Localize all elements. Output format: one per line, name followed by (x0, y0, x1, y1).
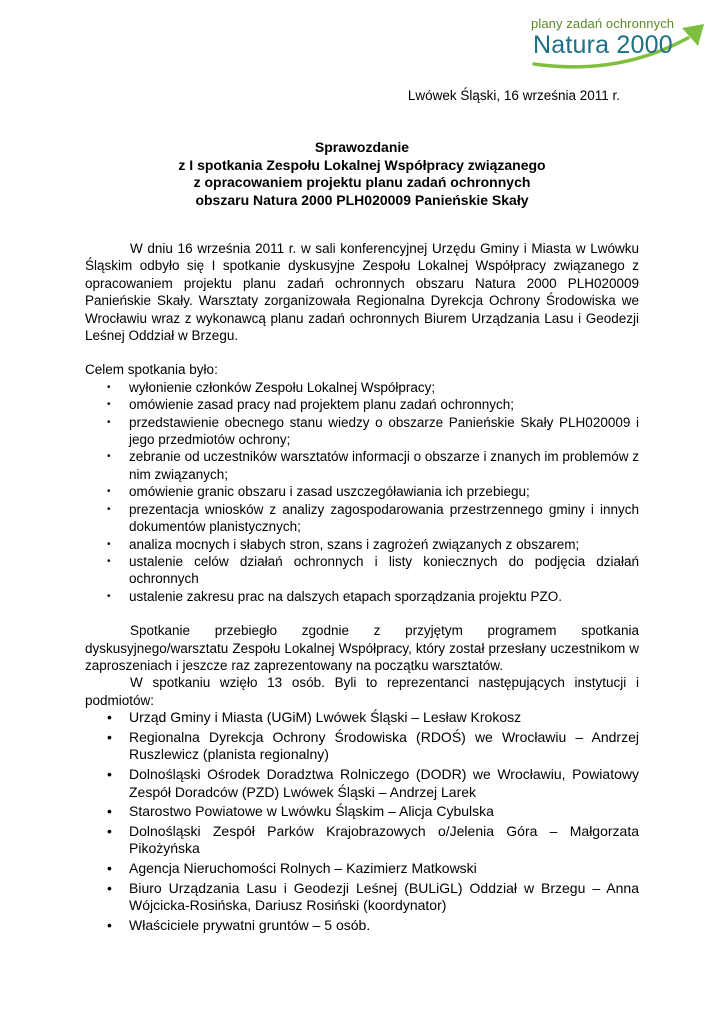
goals-list (85, 379, 639, 605)
list-item: • Regionalna Dyrekcja Ochrony Środowiska (RDOŚ) we Wrocławiu – Andrzej Ruszlewicz (planista regionalny) (85, 729, 639, 764)
course-paragraph: Spotkanie przebiegło zgodnie z przyjętym programem spotkania dyskusyjnego/warsztatu Zespołu Lokalnej Współpracy, który został przesłany uczestnikom w zaproszeniach i jeszcze raz zaprezentowany na początku warsztatów. (85, 623, 639, 673)
natura-2000-logo (528, 14, 710, 72)
list-item: • przedstawienie obecnego stanu wiedzy o obszarze Panieńskie Skały PLH020009 i jego przedmiotów ochrony; (85, 414, 639, 449)
list-item: • Dolnośląski Zespół Parków Krajobrazowych o/Jelenia Góra – Małgorzata Pikożyńska (85, 823, 639, 858)
list-item: • Agencja Nieruchomości Rolnych – Kazimierz Matkowski (85, 860, 639, 878)
list-item: • ustalenie celów działań ochronnych i listy koniecznych do podjęcia działań ochronnych (85, 553, 639, 588)
goals-heading: Celem spotkania było: (85, 362, 218, 378)
list-item: • Właściciele prywatni gruntów – 5 osób. (85, 917, 639, 935)
title-line: Sprawozdanie (314, 139, 410, 155)
intro-paragraph: W dniu 16 września 2011 r. w sali konferencyjnej Urzędu Gminy i Miasta w Lwówku Śląskim odbyło się I spotkanie dyskusyjne Zespołu Lokalnej Współpracy związanego z opracowaniem projektu planu zadań ochronnych obszaru Natura 2000 PLH020009 Panieńskie Skały. Warsztaty zorganizowała Regionalna Dyrekcja Ochrony Środowiska we Wrocławiu wraz z wykonawcą planu zadań ochronnych Biurem Urządzania Lasu i Geodezji Leśnej Oddział w Brzegu. (85, 241, 639, 344)
title-line: z opracowaniem projektu planu zadań ochronnych (193, 174, 531, 190)
list-item: • Biuro Urządzania Lasu i Geodezji Leśnej (BULiGL) Oddział w Brzegu – Anna Wójcicka-Rosińska, Dariusz Rosiński (koordynator) (85, 880, 639, 915)
list-item: • omówienie granic obszaru i zasad uszczegóławiania ich przebiegu; (85, 483, 639, 500)
list-item: • omówienie zasad pracy nad projektem planu zadań ochronnych; (85, 396, 639, 413)
list-item: • Dolnośląski Ośrodek Doradztwa Rolniczego (DODR) we Wrocławiu, Powiatowy Zespół Doradców (PZD) Lwówek Śląski – Andrzej Larek (85, 766, 639, 801)
participants-list (85, 709, 639, 934)
list-item: • Urząd Gminy i Miasta (UGiM) Lwówek Śląski – Lesław Krokosz (85, 709, 639, 727)
title-line: z I spotkania Zespołu Lokalnej Współpracy związanego (178, 156, 546, 173)
list-item: • ustalenie zakresu prac na dalszych etapach sporządzania projektu PZO. (85, 588, 639, 605)
list-item: • wyłonienie członków Zespołu Lokalnej Współpracy; (85, 379, 639, 396)
list-item: • prezentacja wniosków z analizy zagospodarowania przestrzennego gminy i innych dokumentów planistycznych; (85, 501, 639, 536)
list-item: • Starostwo Powiatowe w Lwówku Śląskim – Alicja Cybulska (85, 803, 639, 821)
participants-intro: W spotkaniu wzięło 13 osób. Byli to reprezentanci następujących instytucji i podmiotów: (85, 675, 639, 708)
list-item: • analiza mocnych i słabych stron, szans i zagrożeń związanych z obszarem; (85, 536, 639, 553)
list-item: • zebranie od uczestników warsztatów informacji o obszarze i znanych im problemów z nim związanych; (85, 448, 639, 483)
document-body (85, 240, 639, 936)
logo-brand: Natura 2000 (533, 31, 673, 59)
date-line: Lwówek Śląski, 16 września 2011 r. (407, 88, 620, 103)
logo-tagline: plany zadań ochronnych (531, 16, 675, 31)
title-line: obszaru Natura 2000 PLH020009 Panieńskie Skały (195, 191, 529, 208)
document-title (84, 139, 640, 209)
